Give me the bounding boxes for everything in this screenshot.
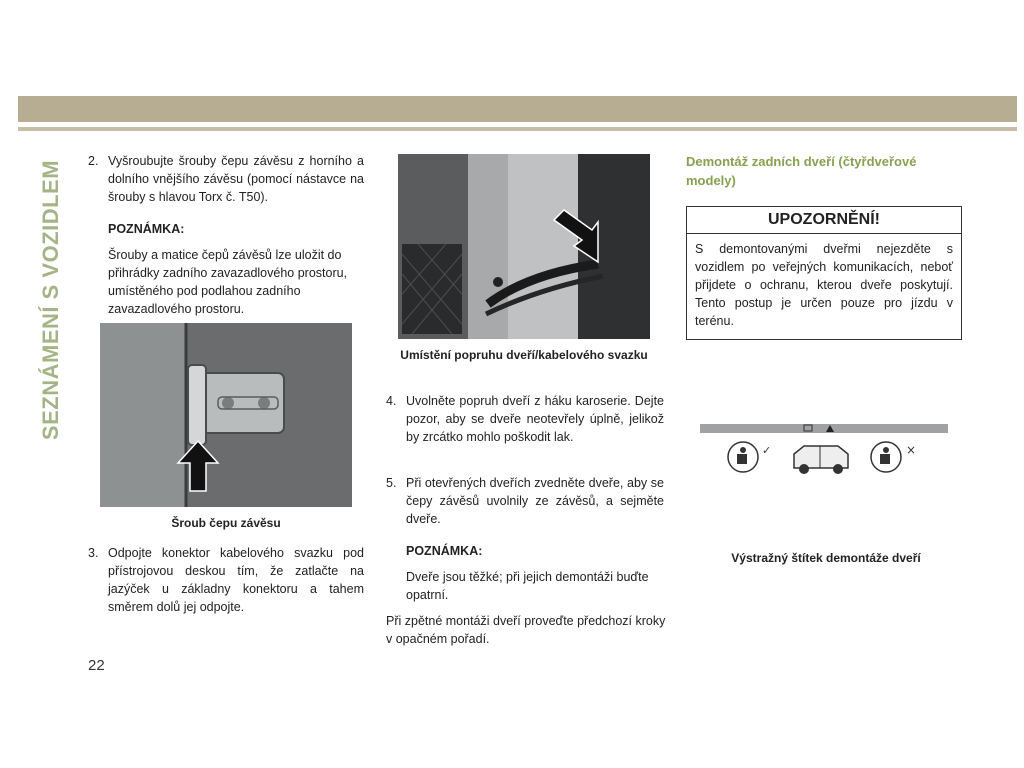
- door-strap-photo-caption: Umístění popruhu dveří/kabelového svazku: [400, 348, 648, 362]
- door-strap-illustration: [398, 154, 650, 339]
- hinge-photo: [100, 323, 352, 507]
- note-2-heading: POZNÁMKA:: [406, 544, 483, 558]
- step-3: [88, 544, 364, 616]
- step-3-number: 3.: [88, 546, 99, 560]
- reinstall-text: Při zpětné montáži dveří proveďte předchozí kroky v opačném pořadí.: [386, 614, 666, 646]
- svg-text:✓: ✓: [762, 444, 772, 457]
- step-3-text: Odpojte konektor kabelového svazku pod přístrojovou deskou tím, že zatlačte na jazýček u základny konektoru a tahem směrem dolů jej odpojte.: [108, 546, 364, 614]
- note-1-heading: POZNÁMKA:: [108, 222, 185, 236]
- page-number: 22: [88, 657, 105, 674]
- step-2: [88, 152, 364, 206]
- step-5-number: 5.: [386, 476, 397, 490]
- warning-box: [686, 206, 962, 340]
- note-1-text: Šrouby a matice čepů závěsů lze uložit do přihrádky zadního zavazadlového prostoru, umístěného pod podlahou zadního zavazadlového prostoru.: [108, 248, 348, 316]
- note-2-text: Dveře jsou těžké; při jejich demontáži buďte opatrní.: [406, 570, 649, 602]
- hinge-illustration: [100, 323, 352, 507]
- section-heading: Demontáž zadních dveří (čtyřdveřové modely): [686, 154, 917, 188]
- step-4-text: Uvolněte popruh dveří z háku karoserie. Dejte pozor, aby se dveře neotevřely úplně, jelikož by zrcátko mohlo poškodit lak.: [406, 394, 664, 444]
- step-4-number: 4.: [386, 394, 397, 408]
- warning-title: UPOZORNĚNÍ!: [687, 207, 961, 234]
- header-rule: [18, 127, 1017, 131]
- warning-text: S demontovanými dveřmi nejezděte s vozidlem po veřejných komunikacích, neboť přijdete o ochranu, kterou dveře poskytují. Tento postup je určen pouze pro jízdu v terénu.: [695, 242, 953, 328]
- step-4: [386, 392, 664, 446]
- step-2-text: Vyšroubujte šrouby čepu závěsu z horního a dolního vnějšího závěsu (pomocí nástavce na šrouby s hlavou Torx č. T50).: [108, 154, 364, 204]
- step-5-text: Při otevřených dveřích zvedněte dveře, aby se čepy závěsů uvolnily ze závěsů, a sejměte dveře.: [406, 476, 664, 526]
- side-section-title-text: SEZNÁMENÍ S VOZIDLEM: [38, 159, 63, 441]
- step-2-number: 2.: [88, 154, 99, 168]
- warning-label-caption: Výstražný štítek demontáže dveří: [731, 551, 921, 565]
- step-5: [386, 474, 664, 528]
- svg-text:×: ×: [906, 443, 917, 457]
- warning-label-illustration: [700, 424, 948, 484]
- door-strap-photo: [398, 154, 650, 339]
- door-warning-label: [700, 424, 948, 484]
- side-section-title: [38, 150, 72, 450]
- hinge-photo-caption: Šroub čepu závěsu: [171, 516, 281, 530]
- header-bar: [18, 96, 1017, 122]
